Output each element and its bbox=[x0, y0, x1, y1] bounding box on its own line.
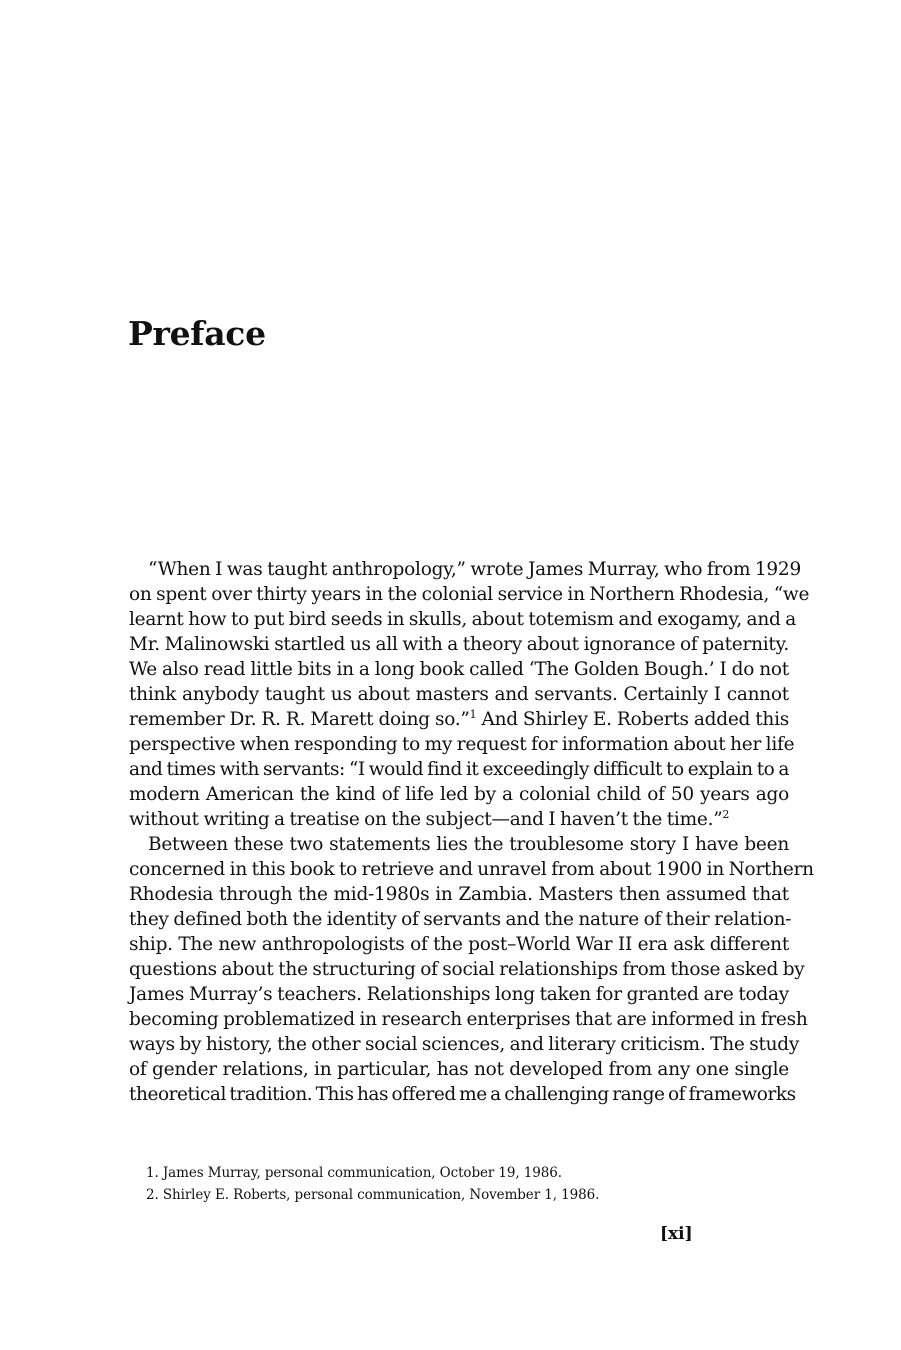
page-number: [xi] bbox=[660, 1224, 693, 1244]
text-line: ship. The new anthropologists of the post–World War II era ask different bbox=[129, 934, 789, 955]
body-text bbox=[129, 557, 814, 1107]
text-line: questions about the structuring of social relationships from those asked by bbox=[129, 959, 805, 980]
text-line: modern American the kind of life led by a colonial child of 50 years ago bbox=[129, 784, 789, 805]
text-segment: remember Dr. R. R. Marett doing so.” bbox=[129, 709, 470, 730]
text-segment: without writing a treatise on the subject—and I haven’t the time.” bbox=[129, 809, 723, 830]
footnote-marker: 1 bbox=[469, 708, 477, 721]
text-line: becoming problematized in research enterprises that are informed in fresh bbox=[129, 1009, 808, 1030]
text-line: Between these two statements lies the troublesome story I have been bbox=[148, 834, 789, 855]
text-line: Mr. Malinowski startled us all with a theory about ignorance of paternity. bbox=[129, 634, 789, 655]
text-line: think anybody taught us about masters and servants. Certainly I cannot bbox=[129, 684, 789, 705]
footnotes bbox=[146, 1162, 786, 1206]
text-line: “When I was taught anthropology,” wrote James Murray, who from 1929 bbox=[148, 559, 801, 580]
footnote: 1. James Murray, personal communication, October 19, 1986. bbox=[146, 1165, 562, 1181]
text-line: they defined both the identity of servants and the nature of their relation- bbox=[129, 909, 792, 930]
text-line: of gender relations, in particular, has not developed from any one single bbox=[129, 1059, 789, 1080]
text-line: learnt how to put bird seeds in skulls, about totemism and exogamy, and a bbox=[129, 609, 796, 630]
text-line: and times with servants: “I would find it exceedingly difficult to explain to a bbox=[129, 759, 789, 780]
text-line: perspective when responding to my request for information about her life bbox=[129, 734, 795, 755]
text-line: on spent over thirty years in the colonial service in Northern Rhodesia, “we bbox=[129, 584, 810, 605]
text-line: concerned in this book to retrieve and unravel from about 1900 in Northern bbox=[129, 859, 814, 880]
footnote: 2. Shirley E. Roberts, personal communication, November 1, 1986. bbox=[146, 1187, 600, 1203]
page-title: Preface bbox=[128, 314, 266, 353]
text-line: We also read little bits in a long book called ‘The Golden Bough.’ I do not bbox=[129, 659, 789, 680]
text-line: Rhodesia through the mid-1980s in Zambia. Masters then assumed that bbox=[129, 884, 789, 905]
text-line: theoretical tradition. This has offered me a challenging range of frameworks bbox=[129, 1084, 796, 1105]
text-segment: And Shirley E. Roberts added this bbox=[476, 709, 789, 730]
text-line: James Murray’s teachers. Relationships long taken for granted are today bbox=[129, 984, 789, 1005]
text-line-with-note bbox=[129, 707, 789, 732]
text-line-with-note bbox=[129, 807, 789, 832]
text-line: ways by history, the other social sciences, and literary criticism. The study bbox=[129, 1034, 800, 1055]
footnote-marker: 2 bbox=[722, 808, 730, 821]
